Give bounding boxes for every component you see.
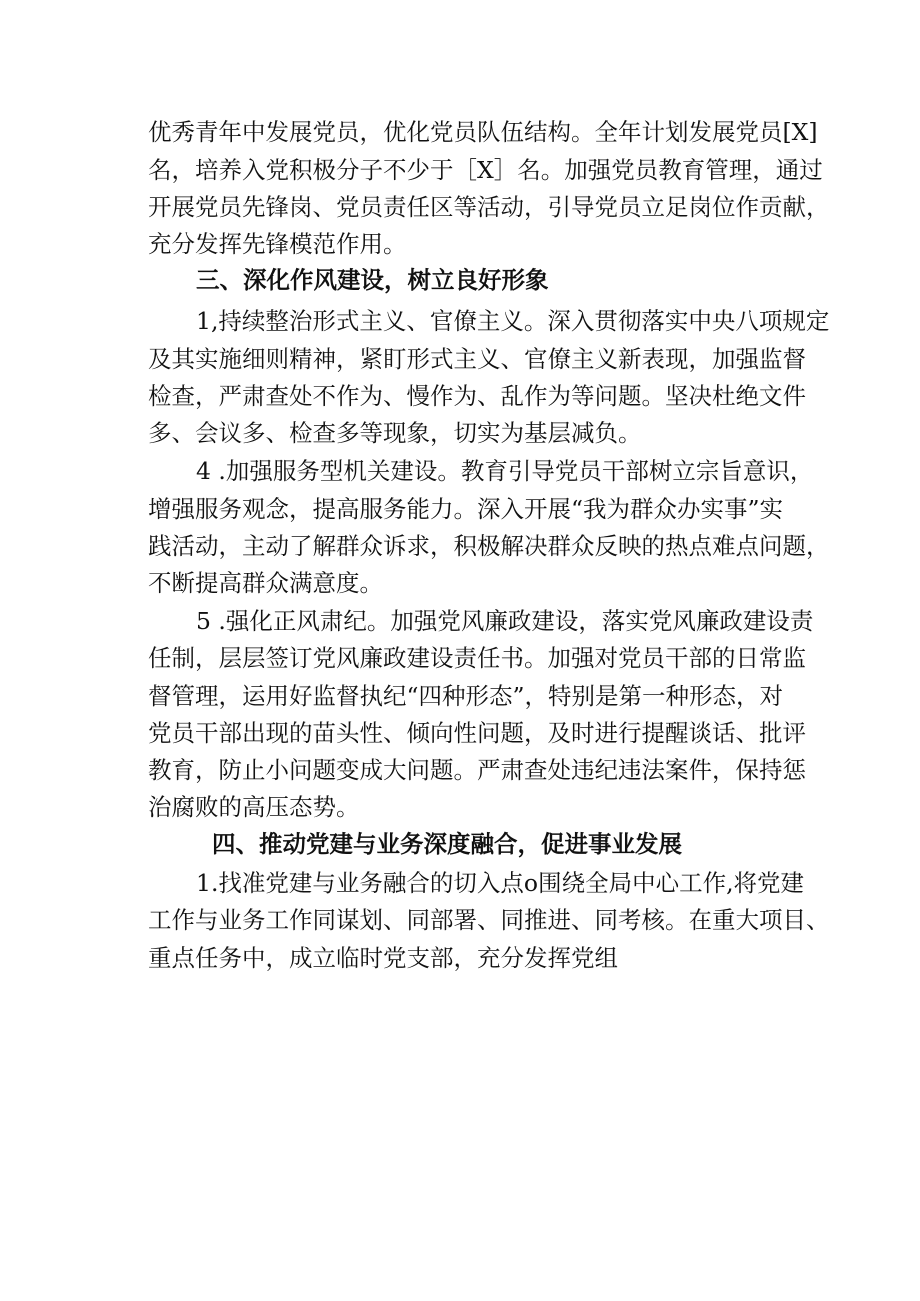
text-line-17: 党员干部出现的苗头性、倾向性问题，及时进行提醒谈话、批评 [148, 719, 806, 747]
text-line-11: 增强服务观念，提高服务能力。深入开展“我为群众办实事”实 [148, 495, 784, 523]
text-line-19: 治腐败的高压态势。 [148, 793, 360, 821]
section-heading-3: 三、深化作风建设，树立良好形象 [196, 266, 549, 294]
text-line-14: 5 .强化正风肃纪。加强党风廉政建设，落实党风廉政建设责 [196, 607, 814, 635]
section-heading-4: 四、推动党建与业务深度融合，促进事业发展 [212, 830, 682, 858]
text-line-8: 检查，严肃查处不作为、慢作为、乱作为等问题。坚决杜绝文件 [148, 382, 806, 410]
text-line-22: 工作与业务工作同谋划、同部署、同推进、同考核。在重大项目、 [148, 906, 830, 934]
text-line-15: 任制，层层签订党风廉政建设责任书。加强对党员干部的日常监 [148, 644, 806, 672]
text-line-13: 不断提高群众满意度。 [148, 569, 383, 597]
text-line-16: 督管理，运用好监督执纪“四种形态”，特别是第一种形态，对 [148, 682, 784, 710]
text-line-6: 1,持续整治形式主义、官僚主义。深入贯彻落实中央八项规定 [196, 307, 830, 335]
text-line-2: 名，培养入党积极分子不少于［X］名。加强党员教育管理，通过 [148, 156, 823, 184]
text-line-21: 1.找准党建与业务融合的切入点o围绕全局中心工作,将党建 [196, 869, 805, 897]
text-line-18: 教育，防止小问题变成大问题。严肃查处违纪违法案件，保持惩 [148, 756, 806, 784]
text-line-3: 开展党员先锋岗、党员责任区等活动，引导党员立足岗位作贡献， [148, 193, 830, 221]
text-line-7: 及其实施细则精神，紧盯形式主义、官僚主义新表现，加强监督 [148, 345, 806, 373]
text-line-10: 4 .加强服务型机关建设。教育引导党员干部树立宗旨意识， [196, 457, 814, 485]
text-line-23: 重点任务中，成立临时党支部，充分发挥党组 [148, 944, 618, 972]
text-line-12: 践活动，主动了解群众诉求，积极解决群众反映的热点难点问题， [148, 532, 830, 560]
text-line-4: 充分发挥先锋模范作用。 [148, 230, 407, 258]
text-line-9: 多、会议多、检查多等现象，切实为基层减负。 [148, 419, 642, 447]
text-line-1: 优秀青年中发展党员，优化党员队伍结构。全年计划发展党员[X] [148, 118, 818, 146]
